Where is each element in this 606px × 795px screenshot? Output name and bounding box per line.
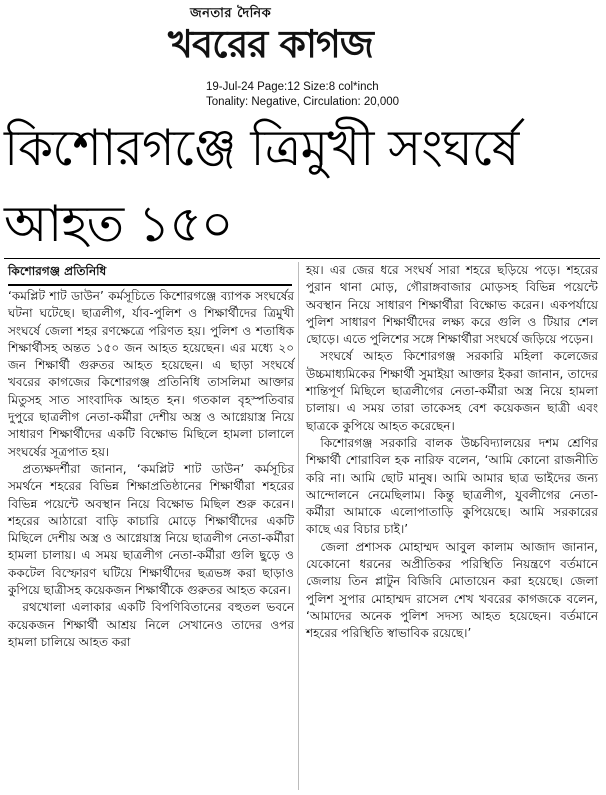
article-column-right (306, 262, 598, 643)
article-paragraph: সংঘর্ষে আহত কিশোরগঞ্জ সরকারি মহিলা কলেজের উচ্চমাধ্যমিকের শিক্ষার্থী সুমাইয়া আক্তার ইকরা জানান, তাদের শান্তিপূর্ণ মিছিলে ছাত্রলীগের নেতা-কর্মীরা অস্ত্র নিয়ে হামলা চালায়। এ সময় তারা তাকেসহ বেশ কয়েকজন ছাত্রী এবং ছাত্রকে কুপিয়ে আহত করেছেন। (306, 349, 598, 433)
article-paragraph: হয়। এর জের ধরে সংঘর্ষ সারা শহরে ছড়িয়ে পড়ে। শহরের পুরান থানা মোড়, গৌরাঙ্গবাজার মোড়সহ বিভিন্ন পয়েন্টে অবস্থান নিয়ে সাধারণ শিক্ষার্থীরা বিক্ষোভ করেন। একপর্যায়ে পুলিশ সাধারণ শিক্ষার্থীদের লক্ষ্য করে গুলি ও টিয়ার শেল ছোড়ে। এতে পুলিশের সঙ্গে শিক্ষার্থীরা সংঘর্ষে জড়িয়ে পড়েন। (306, 263, 598, 347)
article-paragraph: ‘কমপ্লিট শাট ডাউন’ কর্মসূচিতে কিশোরগঞ্জে ব্যাপক সংঘর্ষের ঘটনা ঘটেছে। ছাত্রলীগ, র্যাব-পুলিশ ও শিক্ষার্থীদের ত্রিমুখী সংঘর্ষে জেলা শহর রণক্ষেত্রে পরিণত হয়। পুলিশ ও শতাধিক শিক্ষার্থীসহ অন্তত ১৫০ জন আহত হয়েছেন। এর মধ্যে ২০ জন শিক্ষার্থী গুরুতর আহত হয়েছেন। এ ছাড়া সংঘর্ষে খবরের কাগজের কিশোরগঞ্জ প্রতিনিধি তাসলিমা আক্তার মিতুসহ সাত সাংবাদিক আহত হন। গতকাল বৃহস্পতিবার দুপুরে ছাত্রলীগ নেতা-কর্মীরা দেশীয় অস্ত্র ও আগ্নেয়াস্ত্র নিয়ে সাধারণ শিক্ষার্থীদের একটি বিক্ষোভ মিছিলে হামলা চালালে সংঘর্ষের সূত্রপাত হয়। (8, 289, 294, 459)
masthead-kicker: জনতার দৈনিক (190, 6, 272, 21)
column-divider (298, 262, 299, 790)
headline-line1: কিশোরগঞ্জে ত্রিমুখী সংঘর্ষে (4, 119, 519, 177)
byline: কিশোরগঞ্জ প্রতিনিধি (8, 264, 107, 278)
clipping-meta-line1: 19-Jul-24 Page:12 Size:8 col*inch (206, 81, 379, 93)
byline-rule (8, 284, 292, 286)
masthead (0, 0, 606, 78)
article-paragraph: কিশোরগঞ্জ সরকারি বালক উচ্চবিদ্যালয়ের দশম শ্রেণির শিক্ষার্থী শোরাবিল হক নারিফ বলেন, ‘আমি কোনো রাজনীতি করি না। আমি ছোট মানুষ। আমি আমার ছাত্র ভাইদের জন্য আন্দোলনে নেমেছিলাম। কিন্তু ছাত্রলীগ, যুবলীগের নেতা-কর্মীরা আমাকে এলোপাতাড়ি কুপিয়েছে। আমি সরকারের কাছে এর বিচার চাই।’ (306, 435, 598, 537)
clipping-meta-line2: Tonality: Negative, Circulation: 20,000 (206, 96, 400, 108)
headline-line2: আহত ১৫০ (4, 195, 233, 253)
headline-rule (4, 258, 600, 259)
article-paragraph: রথখোলা এলাকার একটি বিপণিবিতানের বহুতল ভবনে কয়েকজন শিক্ষার্থী আশ্রয় নিলে সেখানেও তাদের ওপর হামলা চালিয়ে আহত করা (8, 600, 294, 649)
article-column-left (8, 288, 294, 651)
article-paragraph: জেলা প্রশাসক মোহাম্মদ আবুল কালাম আজাদ জানান, যেকোনো ধরনের অপ্রীতিকর পরিস্থিতি নিয়ন্ত্রণে বর্তমানে জেলায় তিন প্লাটুন বিজিবি মোতায়েন করা হয়েছে। জেলা পুলিশ সুপার মোহাম্মদ রাসেল শেখ খবরের কাগজকে বলেন, ‘আমাদের অনেক পুলিশ সদস্য আহত হয়েছেন। বর্তমানে শহরের পরিস্থিতি স্বাভাবিক রয়েছে।’ (306, 539, 598, 641)
newspaper-name: খবরের কাগজ (168, 22, 373, 66)
article-paragraph: প্রত্যক্ষদর্শীরা জানান, ‘কমপ্লিট শাট ডাউন’ কর্মসূচির সমর্থনে শহরের বিভিন্ন শিক্ষাপ্রতিষ্ঠানের শিক্ষার্থীরা শহরের বিভিন্ন পয়েন্টে অবস্থান নিয়ে বিক্ষোভ মিছিল শুরু করেন। শহরের আঠারো বাড়ি কাচারি মোড়ে শিক্ষার্থীদের একটি মিছিলে দেশীয় অস্ত্র ও আগ্নেয়াস্ত্র নিয়ে ছাত্রলীগ নেতা-কর্মীরা হামলা চালায়। এ সময় ছাত্রলীগ নেতা-কর্মীরা গুলি ছুড়ে ও ককটেল বিস্ফোরণ ঘটিয়ে শিক্ষার্থীদের ছত্রভঙ্গ করা ছাড়াও কুপিয়ে ছাত্রীসহ কয়েকজন শিক্ষার্থীকে গুরুতর আহত করেন। (8, 461, 294, 598)
